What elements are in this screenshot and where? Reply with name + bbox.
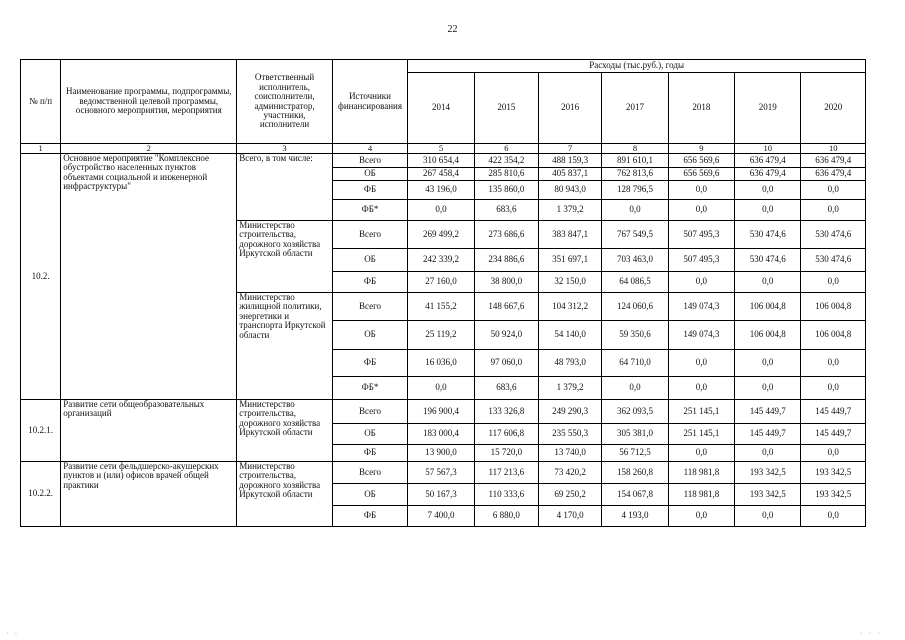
amount-cell: 683,6	[474, 377, 538, 400]
funding-source: Всего	[332, 154, 407, 168]
amount-cell: 507 495,3	[668, 221, 734, 249]
funding-source: ОБ	[332, 484, 407, 506]
amount-cell: 0,0	[801, 350, 866, 377]
funding-source: ФБ	[332, 272, 407, 293]
amount-cell: 80 943,0	[539, 181, 602, 200]
amount-cell: 636 479,4	[735, 154, 801, 168]
funding-source: ФБ	[332, 181, 407, 200]
amount-cell: 0,0	[801, 445, 866, 462]
col-header-executor: Ответственный исполнитель, соисполнители, администратор, участники, исполнители	[237, 60, 333, 144]
year-header-2018: 2018	[668, 73, 734, 144]
amount-cell: 1 379,2	[539, 200, 602, 221]
amount-cell: 64 710,0	[602, 350, 668, 377]
amount-cell: 1 379,2	[539, 377, 602, 400]
amount-cell: 0,0	[735, 350, 801, 377]
amount-cell: 193 342,5	[801, 462, 866, 484]
amount-cell: 41 155,2	[408, 293, 474, 321]
year-header-2016: 2016	[539, 73, 602, 144]
amount-cell: 6 880,0	[474, 506, 538, 527]
amount-cell: 48 793,0	[539, 350, 602, 377]
amount-cell: 59 350,6	[602, 321, 668, 350]
budget-table	[20, 59, 866, 527]
funding-source: Всего	[332, 400, 407, 424]
amount-cell: 383 847,1	[539, 221, 602, 249]
amount-cell: 106 004,8	[801, 321, 866, 350]
amount-cell: 0,0	[735, 181, 801, 200]
amount-cell: 4 170,0	[539, 506, 602, 527]
amount-cell: 50 924,0	[474, 321, 538, 350]
column-index-cell: 9	[668, 144, 734, 154]
amount-cell: 128 796,5	[602, 181, 668, 200]
table-row	[21, 462, 866, 484]
year-header-2019: 2019	[735, 73, 801, 144]
amount-cell: 249 290,3	[539, 400, 602, 424]
col-header-expenses: Расходы (тыс.руб.), годы	[408, 60, 866, 73]
amount-cell: 0,0	[408, 200, 474, 221]
amount-cell: 54 140,0	[539, 321, 602, 350]
amount-cell: 405 837,1	[539, 168, 602, 181]
scan-artifact-left: · ·	[6, 629, 20, 638]
amount-cell: 310 654,4	[408, 154, 474, 168]
amount-cell: 104 312,2	[539, 293, 602, 321]
amount-cell: 16 036,0	[408, 350, 474, 377]
amount-cell: 32 150,0	[539, 272, 602, 293]
amount-cell: 15 720,0	[474, 445, 538, 462]
amount-cell: 57 567,3	[408, 462, 474, 484]
page-number: 22	[447, 24, 458, 35]
amount-cell: 0,0	[801, 506, 866, 527]
amount-cell: 362 093,5	[602, 400, 668, 424]
amount-cell: 767 549,5	[602, 221, 668, 249]
executor-name: Всего, в том числе:	[237, 154, 333, 221]
amount-cell: 106 004,8	[735, 321, 801, 350]
funding-source: ОБ	[332, 249, 407, 272]
amount-cell: 135 860,0	[474, 181, 538, 200]
executor-name: Министерство строительства, дорожного хозяйства Иркутской области	[237, 221, 333, 293]
column-index-cell: 10	[801, 144, 866, 154]
amount-cell: 0,0	[735, 200, 801, 221]
amount-cell: 13 740,0	[539, 445, 602, 462]
amount-cell: 234 886,6	[474, 249, 538, 272]
amount-cell: 636 479,4	[801, 154, 866, 168]
amount-cell: 683,6	[474, 200, 538, 221]
amount-cell: 0,0	[735, 377, 801, 400]
amount-cell: 762 813,6	[602, 168, 668, 181]
amount-cell: 242 339,2	[408, 249, 474, 272]
amount-cell: 110 333,6	[474, 484, 538, 506]
amount-cell: 106 004,8	[735, 293, 801, 321]
amount-cell: 656 569,6	[668, 154, 734, 168]
col-header-source: Источники финансирования	[332, 60, 407, 144]
funding-source: ФБ	[332, 445, 407, 462]
column-index-cell: 7	[539, 144, 602, 154]
column-index-cell: 1	[21, 144, 61, 154]
amount-cell: 118 981,8	[668, 462, 734, 484]
executor-name: Министерство строительства, дорожного хозяйства Иркутской области	[237, 462, 333, 527]
column-index-cell: 3	[237, 144, 333, 154]
amount-cell: 305 381,0	[602, 424, 668, 445]
amount-cell: 43 196,0	[408, 181, 474, 200]
measure-name: Основное мероприятие "Комплексное обустройство населенных пунктов объектами социальной и инженерной инфраструктуры"	[61, 154, 237, 400]
amount-cell: 193 342,5	[735, 462, 801, 484]
amount-cell: 0,0	[801, 181, 866, 200]
amount-cell: 145 449,7	[801, 424, 866, 445]
amount-cell: 145 449,7	[801, 400, 866, 424]
amount-cell: 636 479,4	[735, 168, 801, 181]
amount-cell: 73 420,2	[539, 462, 602, 484]
amount-cell: 703 463,0	[602, 249, 668, 272]
amount-cell: 117 213,6	[474, 462, 538, 484]
column-index-cell: 10	[735, 144, 801, 154]
amount-cell: 145 449,7	[735, 424, 801, 445]
amount-cell: 267 458,4	[408, 168, 474, 181]
amount-cell: 97 060,0	[474, 350, 538, 377]
funding-source: ФБ	[332, 506, 407, 527]
amount-cell: 891 610,1	[602, 154, 668, 168]
column-index-cell: 8	[602, 144, 668, 154]
year-header-2017: 2017	[602, 73, 668, 144]
amount-cell: 4 193,0	[602, 506, 668, 527]
amount-cell: 507 495,3	[668, 249, 734, 272]
amount-cell: 0,0	[668, 272, 734, 293]
amount-cell: 0,0	[735, 445, 801, 462]
amount-cell: 235 550,3	[539, 424, 602, 445]
amount-cell: 133 326,8	[474, 400, 538, 424]
column-index-cell: 2	[61, 144, 237, 154]
row-code: 10.2.2.	[21, 462, 61, 527]
amount-cell: 27 160,0	[408, 272, 474, 293]
column-index-cell: 6	[474, 144, 538, 154]
row-code: 10.2.	[21, 154, 61, 400]
amount-cell: 25 119,2	[408, 321, 474, 350]
amount-cell: 7 400,0	[408, 506, 474, 527]
amount-cell: 0,0	[668, 377, 734, 400]
amount-cell: 530 474,6	[801, 221, 866, 249]
funding-source: ОБ	[332, 168, 407, 181]
amount-cell: 50 167,3	[408, 484, 474, 506]
column-index-cell: 4	[332, 144, 407, 154]
amount-cell: 0,0	[408, 377, 474, 400]
amount-cell: 636 479,4	[801, 168, 866, 181]
funding-source: ФБ*	[332, 200, 407, 221]
amount-cell: 117 606,8	[474, 424, 538, 445]
scan-artifact-right: · · ·	[860, 629, 882, 638]
amount-cell: 193 342,5	[735, 484, 801, 506]
year-header-2015: 2015	[474, 73, 538, 144]
amount-cell: 56 712,5	[602, 445, 668, 462]
amount-cell: 118 981,8	[668, 484, 734, 506]
amount-cell: 149 074,3	[668, 293, 734, 321]
amount-cell: 251 145,1	[668, 424, 734, 445]
amount-cell: 0,0	[801, 200, 866, 221]
funding-source: ФБ	[332, 350, 407, 377]
amount-cell: 69 250,2	[539, 484, 602, 506]
amount-cell: 13 900,0	[408, 445, 474, 462]
amount-cell: 530 474,6	[735, 221, 801, 249]
row-code: 10.2.1.	[21, 400, 61, 462]
amount-cell: 351 697,1	[539, 249, 602, 272]
amount-cell: 530 474,6	[801, 249, 866, 272]
table-row	[21, 400, 866, 424]
executor-name: Министерство строительства, дорожного хозяйства Иркутской области	[237, 400, 333, 462]
amount-cell: 145 449,7	[735, 400, 801, 424]
funding-source: Всего	[332, 293, 407, 321]
amount-cell: 0,0	[735, 272, 801, 293]
amount-cell: 0,0	[668, 445, 734, 462]
amount-cell: 0,0	[668, 350, 734, 377]
amount-cell: 422 354,2	[474, 154, 538, 168]
funding-source: ОБ	[332, 321, 407, 350]
amount-cell: 0,0	[801, 272, 866, 293]
amount-cell: 0,0	[602, 200, 668, 221]
column-index-cell: 5	[408, 144, 474, 154]
measure-name: Развитие сети общеобразовательных организаций	[61, 400, 237, 462]
amount-cell: 106 004,8	[801, 293, 866, 321]
col-header-name: Наименование программы, подпрограммы, ведомственной целевой программы, основного мероприятия, мероприятия	[61, 60, 237, 144]
year-header-2020: 2020	[801, 73, 866, 144]
executor-name: Министерство жилищной политики, энергетики и транспорта Иркутской области	[237, 293, 333, 400]
amount-cell: 656 569,6	[668, 168, 734, 181]
amount-cell: 158 260,8	[602, 462, 668, 484]
amount-cell: 0,0	[668, 506, 734, 527]
amount-cell: 273 686,6	[474, 221, 538, 249]
amount-cell: 149 074,3	[668, 321, 734, 350]
amount-cell: 0,0	[602, 377, 668, 400]
funding-source: Всего	[332, 221, 407, 249]
amount-cell: 251 145,1	[668, 400, 734, 424]
amount-cell: 530 474,6	[735, 249, 801, 272]
amount-cell: 285 810,6	[474, 168, 538, 181]
amount-cell: 0,0	[735, 506, 801, 527]
amount-cell: 0,0	[668, 200, 734, 221]
year-header-2014: 2014	[408, 73, 474, 144]
funding-source: ОБ	[332, 424, 407, 445]
amount-cell: 38 800,0	[474, 272, 538, 293]
table-row	[21, 154, 866, 168]
amount-cell: 124 060,6	[602, 293, 668, 321]
amount-cell: 193 342,5	[801, 484, 866, 506]
funding-source: Всего	[332, 462, 407, 484]
amount-cell: 183 000,4	[408, 424, 474, 445]
col-header-number: № п/п	[21, 60, 61, 144]
amount-cell: 148 667,6	[474, 293, 538, 321]
funding-source: ФБ*	[332, 377, 407, 400]
amount-cell: 196 900,4	[408, 400, 474, 424]
amount-cell: 0,0	[801, 377, 866, 400]
amount-cell: 0,0	[668, 181, 734, 200]
amount-cell: 269 499,2	[408, 221, 474, 249]
measure-name: Развитие сети фельдшерско-акушерских пунктов и (или) офисов врачей общей практики	[61, 462, 237, 527]
amount-cell: 488 159,3	[539, 154, 602, 168]
amount-cell: 154 067,8	[602, 484, 668, 506]
amount-cell: 64 086,5	[602, 272, 668, 293]
